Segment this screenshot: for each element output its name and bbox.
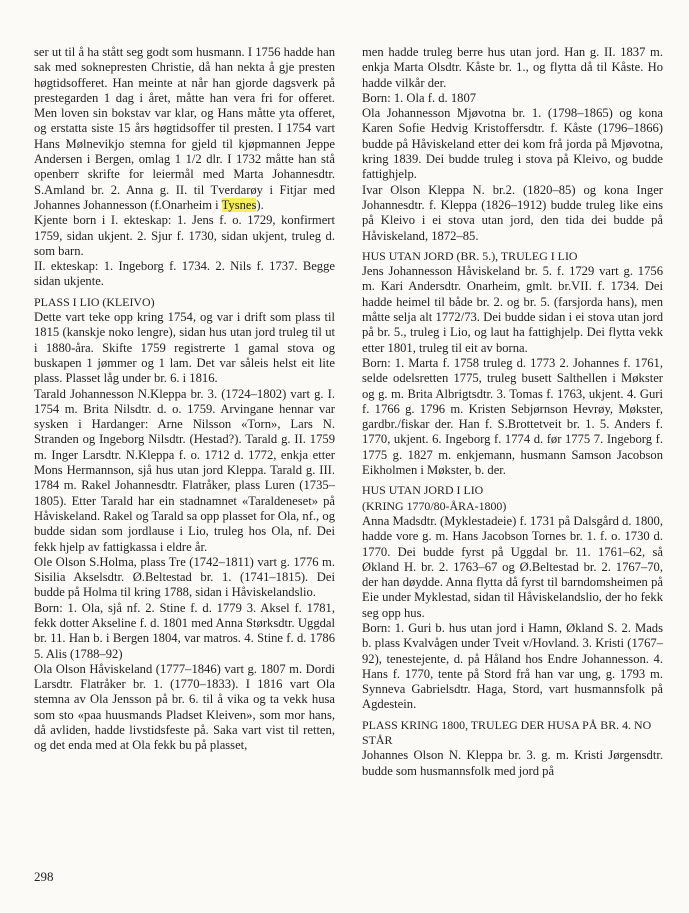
paragraph: Ivar Olson Kleppa N. br.2. (1820–85) og kona Inger Johannesdtr. f. Kleppa (1826–1912) budde truleg like eins på Kleivo i ei stova utan jord, den tida dei budde på Håviskeland, 1872–85. <box>362 182 663 243</box>
paragraph: II. ekteskap: 1. Ingeborg f. 1734. 2. Nils f. 1737. Begge sidan ukjente. <box>34 259 335 289</box>
section-heading: PLASS KRING 1800, TRULEG DER HUSA PÅ BR. 4. NO STÅR <box>362 717 652 748</box>
section-heading: HUS UTAN JORD I LIO <box>362 483 484 498</box>
page-number: 298 <box>34 869 54 884</box>
paragraph: Anna Madsdtr. (Myklestadeie) f. 1731 på Dalsgård d. 1800, hadde vore g. m. Hans Jacobson Tornes br. 1. f. o. 1730 d. 1770. Dei budde fyrst på Uggdal br. 11. 1761–62, så Økland H. br. 2. 1763–67 og Ø.Beltestad br. 2. 1767–70, der han døydde. Anna flytta då fyrst til barndomsheimen på Eie under Myklestad, sidan til Håviskelandslio, der ho fekk seg opp hus. <box>362 513 663 620</box>
paragraph: Dette vart teke opp kring 1754, og var i drift som plass til 1815 (kanskje noko lengre), sidan hus utan jord truleg til ut i 1880-åra. Skifte 1759 registrerte 1 gamal stova og buskapen 1 jømmer og 1 lam. Det var såleis helst eit lite plass. Plasset låg under br. 6. i 1816. <box>34 310 335 386</box>
paragraph: Born: 1. Ola f. d. 1807 <box>362 90 477 105</box>
left-column <box>34 45 335 754</box>
paragraph: Tarald Johannesson N.Kleppa br. 3. (1724–1802) vart g. I. 1754 m. Brita Nilsdtr. d. o. 1759. Arvingane hennar var sysken i Hardanger: Arne Nilsson «Torn», Lars N. Stranden og Ingeborg Nilsdtr. (Hestad?). Tarald g. II. 1759 m. Inger Larsdtr. N.Kleppa f. o. 1712 d. 1772, enkja etter Mons Hermannson, sjå hus utan jord Kleppa. Tarald g. III. 1784 m. Rakel Johannesdtr. Flatråker, plass Luren (1735–1805). Etter Tarald har ein stadnamnet «Taraldeneset» på Håviskeland. Rakel og Tarald sa opp plasset for Ola, nf., og budde sidan som jordlause i Lio, truleg hos Ola, nf. Dei fekk hjelp av fattigkassa i eldre år. <box>34 386 335 554</box>
right-column <box>362 45 663 779</box>
paragraph: ser ut til å ha stått seg godt som husmann. I 1756 hadde han sak med soknepresten Christie, då han nekta å gje presten høgtidsofferet. Han meinte at når han gjorde dagsverk på prestegarden 1 dag i året, måtte han vera fri for offeret. Men loven sin bokstav var klar, og Hans måtte yta offeret, og erstatta siste 15 års høgtidsoffer til presten. I 1754 vart Hans Mølnevikjo stemna for gjeld til kjøpmannen Jeppe Andersen i Bergen, omlag 1 1/2 dlr. I 1732 måtte han stå openberr skrifte for leiermål med Marta Johannesdtr. S.Amland br. 2. Anna g. II. til Tverdarøy i Fitjar med Johannes Johannesson (f.Onarheim i Tysnes). <box>34 45 335 212</box>
paragraph: Ola Johannesson Mjøvotna br. 1. (1798–1865) og kona Karen Sofie Hedvig Kristoffersdtr. f. Kåste (1796–1866) budde på Håviskeland etter dei kom frå jorda på Mjøvotna, kring 1839. Dei budde truleg i stova på Kleivo, og budde fattighjelp. <box>362 106 663 182</box>
paragraph: Ola Olson Håviskeland (1777–1846) vart g. 1807 m. Dordi Larsdtr. Flatråker br. 1. (1770–1833). I 1816 vart Ola stemna av Ola Jensson på br. 6. til å vika og ta vekk husa som sto «paa huusmands Pladset Kleiven», som mor hans, då avliden, hadde livstidsfeste på. Saka vart vist til retten, og det enda med at Ola fekk bu på plasset, <box>34 661 335 753</box>
paragraph: men hadde truleg berre hus utan jord. Han g. II. 1837 m. enkja Marta Olsdtr. Kåste br. 1., og flytta då til Kåste. Ho hadde vilkår der. <box>362 45 663 90</box>
paragraph: Johannes Olson N. Kleppa br. 3. g. m. Kristi Jørgensdtr. budde som husmannsfolk med jord på <box>362 748 663 778</box>
section-subheading: (KRING 1770/80-ÅRA-1800) <box>362 498 507 513</box>
paragraph: Jens Johannesson Håviskeland br. 5. f. 1729 vart g. 1756 m. Kari Andersdtr. Onarheim, gmlt. br.VII. f. 1734. Dei hadde heimel til både br. 2. og br. 5. (farsjorda hans), men måtte selja alt 1772/73. Dei budde sidan i ei stova utan jord på br. 5., truleg i Lio, og laut ha fattighjelp. Dei flytta vekk etter 1801, truleg til eit av borna. <box>362 264 663 355</box>
paragraph: Ole Olson S.Holma, plass Tre (1742–1811) vart g. 1776 m. Sisilia Akselsdtr. Ø.Beltestad br. 1. (1741–1815). Dei budde på Holma til kring 1788, sidan i Håviskelandslio. <box>34 554 335 600</box>
paragraph: Kjente born i I. ekteskap: 1. Jens f. o. 1729, konfirmert 1759, sidan ukjent. 2. Sjur f. 1730, sidan ukjent, truleg d. som barn. <box>34 213 335 258</box>
highlighted-text[interactable]: Tysnes <box>221 197 257 212</box>
section-heading: PLASS I LIO (KLEIVO) <box>34 294 155 309</box>
section-heading: HUS UTAN JORD (BR. 5.), TRULEG I LIO <box>362 248 578 263</box>
paragraph: Born: 1. Ola, sjå nf. 2. Stine f. d. 1779 3. Aksel f. 1781, fekk dotter Akseline f. d. 1801 med Anna Størksdtr. Uggdal br. 11. Han b. i Bergen 1804, var matros. 4. Stine f. d. 1786 5. Alis (1788–92) <box>34 600 335 661</box>
paragraph: Born: 1. Marta f. 1758 truleg d. 1773 2. Johannes f. 1761, selde odelsretten 1775, truleg busett Salthellen i Møkster og g. m. Brita Albrigtsdtr. 3. Tomas f. 1763, ukjent. 4. Guri f. 1766 g. 1796 m. Kristen Sebjørnson Hevrøy, Møkster, gardbr./fiskar der. Han f. S.Brottetveit br. 1. 5. Anders f. 1770, ukjent. 6. Ingeborg f. 1774 d. før 1775 7. Ingeborg f. 1775 g. 1827 m. enkjemann, husmann Samson Jacobson Eikholmen i Møkster, b. der. <box>362 355 663 478</box>
paragraph: Born: 1. Guri b. hus utan jord i Hamn, Økland S. 2. Mads b. plass Kvalvågen under Tveit v/Hovland. 3. Kristi (1767–92), tenestejente, d. på Håland hos Endre Johannesson. 4. Hans f. 1770, tente på Stord frå han var ung, g. 1793 m. Synneva Gabrielsdtr. Haga, Stord, vart husmannsfolk på Agdestein. <box>362 620 663 712</box>
